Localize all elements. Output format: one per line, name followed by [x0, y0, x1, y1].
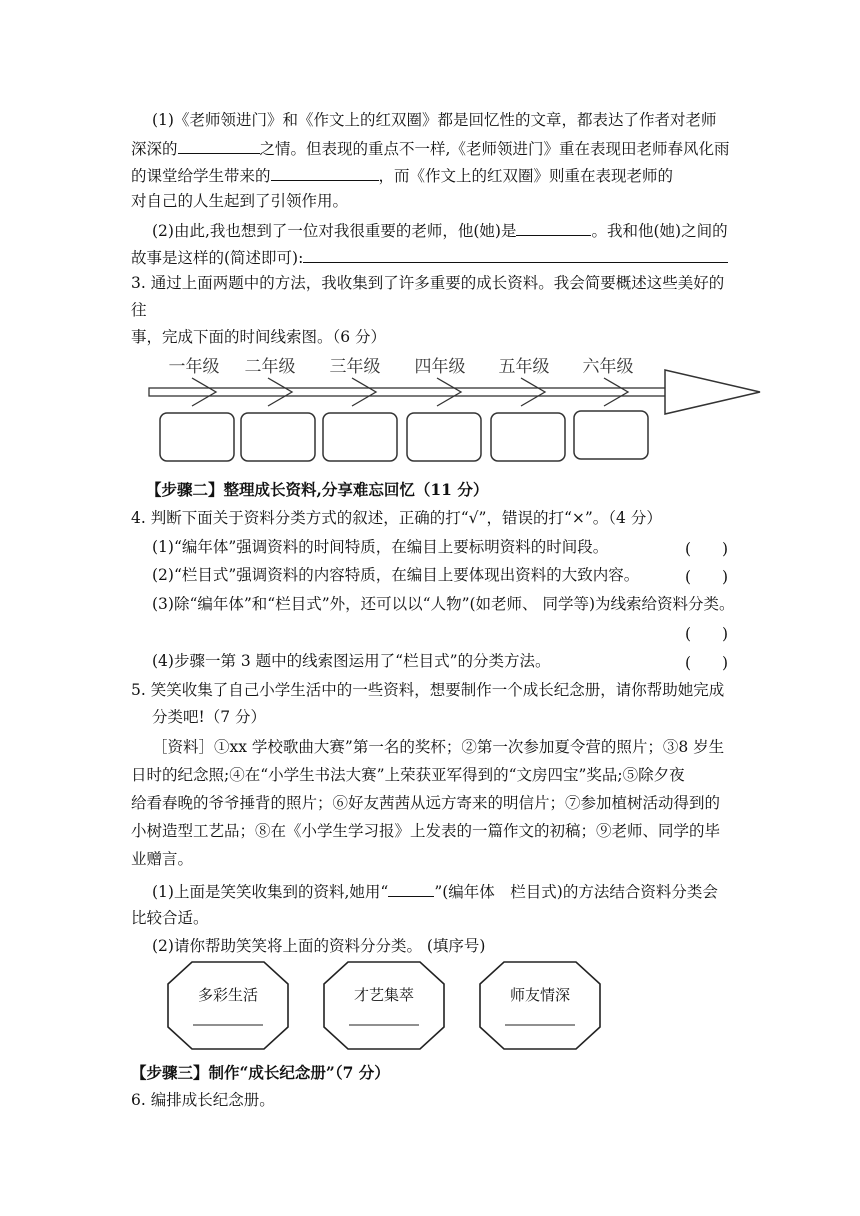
grade-label-6: 六年级 [582, 357, 634, 377]
q2-p2-line1: (2)由此,我也想到了一位对我很重要的老师，他(她)是 。我和他(她)之间的 [152, 219, 728, 241]
q2-p1-line3: 的课堂给学生带来的 ，而《作文上的红双圈》则重在表现老师的 [131, 164, 673, 186]
grade-label-1: 一年级 [168, 357, 220, 377]
q5-sub1-line2: 比较合适。 [131, 909, 209, 927]
q5-stem-line1: 5. 笑笑收集了自己小学生活中的一些资料，想要制作一个成长纪念册，请你帮助她完成 [131, 681, 725, 699]
q5-sub2: (2)请你帮助笑笑将上面的资料分分类。 (填序号) [152, 937, 486, 955]
q4-stem: 4. 判断下面关于资料分类方式的叙述，正确的打“√”，错误的打“×”。（4 分） [131, 509, 662, 527]
octagon-box-3[interactable] [480, 962, 600, 1049]
step2-title: 【步骤二】整理成长资料,分享难忘回忆（11 分） [146, 480, 489, 499]
octagon-box-1[interactable] [168, 962, 288, 1049]
q2-p1-line1: (1)《老师领进门》和《作文上的红双圈》都是回忆性的文章，都表达了作者对老师 [152, 111, 717, 129]
q4-item-1: (1)“编年体”强调资料的时间特质，在编目上要标明资料的时间段。 [152, 538, 609, 556]
grade-label-4: 四年级 [414, 357, 466, 377]
step3-title: 【步骤三】制作“成长纪念册”（7 分） [131, 1063, 390, 1082]
q4-answer-paren-1[interactable]: ( ) [685, 540, 729, 558]
grade-label-5: 五年级 [498, 357, 550, 377]
grade-label-3: 三年级 [329, 357, 381, 377]
q5-materials-line2: 日时的纪念照;④在“小学生书法大赛”上荣获亚军得到的“文房四宝”奖品;⑤除夕夜 [131, 766, 685, 784]
q2-p1-line2: 深深的 之情。但表现的重点不一样,《老师领进门》重在表现田老师春风化雨 [131, 137, 729, 159]
q2-p1-line4: 对自己的人生起到了引领作用。 [131, 192, 349, 210]
q5-materials-line1: ［资料］①xx 学校歌曲大赛”第一名的奖杯；②第一次参加夏令营的照片；③8 岁生 [152, 738, 725, 756]
q6-stem: 6. 编排成长纪念册。 [131, 1091, 275, 1109]
q4-answer-paren-4[interactable]: ( ) [685, 654, 729, 672]
q3-stem-line2: 往 [131, 301, 147, 319]
q5-materials-line4: 小树造型工艺品；⑧在《小学生学习报》上发表的一篇作文的初稿；⑨老师、同学的毕 [131, 822, 721, 840]
q2-p2-line2: 故事是这样的(简述即可): [131, 246, 728, 268]
q5-materials-line3: 给看春晚的爷爷捶背的照片；⑥好友茜茜从远方寄来的明信片；⑦参加植树活动得到的 [131, 794, 721, 812]
grade-label-2: 二年级 [244, 357, 296, 377]
q5-sub1-line1: (1)上面是笑笑收集到的资料,她用“ ”(编年体 栏目式)的方法结合资料分类会 [152, 880, 718, 902]
category-label-3: 师友情深 [509, 986, 571, 1004]
q3-stem-line3: 事，完成下面的时间线索图。（6 分） [131, 328, 387, 346]
q5-stem-line2: 分类吧!（7 分） [152, 708, 267, 726]
q3-stem-line1: 3. 通过上面两题中的方法，我收集到了许多重要的成长资料。我会简要概述这些美好的 [131, 274, 725, 292]
q4-answer-paren-2[interactable]: ( ) [685, 568, 729, 586]
q4-item-4: (4)步骤一第 3 题中的线索图运用了“栏目式”的分类方法。 [152, 652, 551, 670]
q4-answer-paren-3[interactable]: ( ) [685, 625, 729, 643]
category-label-2: 才艺集萃 [353, 986, 415, 1004]
q5-materials-line5: 业赠言。 [131, 850, 194, 868]
octagon-box-2[interactable] [324, 962, 444, 1049]
q4-item-3: (3)除“编年体”和“栏目式”外，还可以以“人物”(如老师、 同学等)为线索给资料分类。 [152, 595, 735, 613]
category-label-1: 多彩生活 [197, 986, 259, 1004]
q4-item-2: (2)“栏目式”强调资料的内容特质，在编目上要体现出资料的大致内容。 [152, 566, 640, 584]
